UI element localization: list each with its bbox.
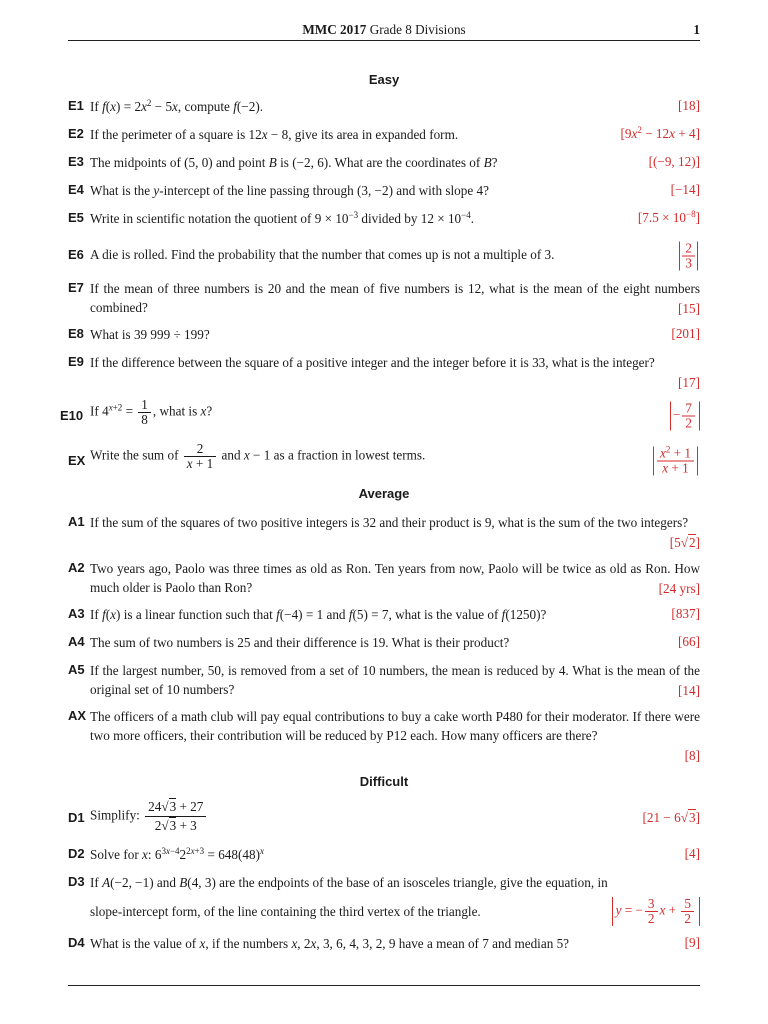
problem-d4: D4 What is the value of x, if the numbers x, 2x, 3, 6, 4, 3, 2, 9 have a mean of 7 and median 5? [9] [68,935,700,954]
section-heading-difficult: Difficult [359,774,409,789]
problem-text: If $f(x) = 2x^2 - 5x$, compute f(−2). [90,98,264,114]
problem-text: Two years ago, Paolo was three times as old as Ron. Ten years from now, Paolo will be twice as old as Ron. How much older is Paolo than Ron? [90,561,700,595]
answer: [−14] [670,182,700,197]
problem-d3: D3 If A(−2, −1) and B(4, 3) are the endpoints of the base of an isosceles triangle, give the equation, in slope-intercept form, of the line containing the third vertex of the triangle. y = − $\frac{3}{2}$ x + $\frac{5}{2}$ [68,874,700,926]
problem-a3: A3 If f(x) is a linear function such that f(−4) = 1 and f(5) = 7, what is the value of f(1250)? [837] [68,606,700,625]
footer-rule [68,985,700,986]
page-header [68,20,700,41]
header-title: MMC 2017 Grade 8 Divisions [302,22,466,37]
problem-text: The sum of two numbers is 25 and their difference is 19. What is their product? [90,635,510,650]
problem-ex: EX Write the sum of $\frac{2}{x + 1}$ and x − 1 as a fraction in lowest terms. $\frac{x^2 + 1}{x + 1}$ [68,442,700,480]
answer: − $\frac{7}{2}$ [670,402,700,431]
answer: [(−9, 12)] [648,154,700,169]
problem-e3: E3 The midpoints of (5, 0) and point B is (−2, 6). What are the coordinates of B? [(−9, 12)] [68,154,700,173]
problem-e2: E2 If the perimeter of a square is 12x − 8, give its area in expanded form. $[9x^2 - 12x + 4]$ [68,126,700,145]
answer: [18] [678,98,700,113]
problem-text: If the mean of three numbers is 20 and the mean of five numbers is 12, what is the mean of the eight numbers combined? [90,281,700,315]
problem-text: If the difference between the square of a positive integer and the integer before it is 33, what is the integer? [90,355,655,370]
problem-ax: AX The officers of a math club will pay equal contributions to buy a cake worth P480 for their moderator. If there were two more officers, their contribution will be reduced by P12 each. How many officers are there? [8] [68,708,700,763]
answer: [14] [678,683,700,698]
problem-d2: D2 Solve for x: $6^{3x-4}2^{2x+3} = 648(48)^x$ [4] [68,846,700,865]
answer: [15] [678,301,700,316]
problem-e5: E5 Write in scientific notation the quotient of $9 \times 10^{-3}$ divided by $12 \times 10^{-4}$. $[7.5 \times 10^{-8}]$ [68,210,700,229]
problem-e10: E10 If $4^{x+2}$ = $\frac{1}{8}$ , what is x? − $\frac{7}{2}$ [68,398,700,434]
problem-e1: E1 If $f(x) = 2x^2 - 5x$, compute f(−2). [18] [68,98,700,117]
problem-a1: A1 If the sum of the squares of two positive integers is 32 and their product is 9, what is the sum of the two integers? [5√2] [68,514,700,550]
answer: [24 yrs] [658,581,700,596]
problem-e4: E4 What is the y-intercept of the line passing through (3, −2) and with slope 4? [−14] [68,182,700,201]
answer: [8] [684,748,700,763]
problem-text: If the perimeter of a square is 12x − 8, give its area in expanded form. [90,127,459,142]
problem-a5: A5 If the largest number, 50, is removed from a set of 10 numbers, the mean is reduced by 4. What is the mean of the original set of 10 numbers? [14] [68,662,700,698]
section-heading-easy: Easy [368,72,400,87]
problem-text: Write in scientific notation the quotient of $9 \times 10^{-3}$ divided by $12 \times 10^{-4}$. [90,210,475,226]
answer: [837] [671,606,700,621]
problem-e8: E8 What is 39 999 ÷ 199? [201] [68,326,700,345]
problem-e6: E6 A die is rolled. Find the probability that the number that comes up is not a multiple of 3. $\frac{2}{3}$ [68,240,700,272]
answer: $[7.5 \times 10^{-8}]$ [637,209,700,225]
answer: $\frac{x^2 + 1}{x + 1}$ [651,447,700,476]
problem-text: If $4^{x+2}$ = $\frac{1}{8}$ , what is x? [90,397,213,427]
problem-a4: A4 The sum of two numbers is 25 and their difference is 19. What is their product? [66] [68,634,700,653]
answer: [5√2] [669,535,700,550]
answer: [9] [684,935,700,950]
problem-text: If the largest number, 50, is removed from a set of 10 numbers, the mean is reduced by 4. What is the mean of the original set of 10 numbers? [90,663,700,697]
answer: [4] [684,846,700,861]
problem-a2: A2 Two years ago, Paolo was three times as old as Ron. Ten years from now, Paolo will be twice as old as Ron. How much older is Paolo than Ron? [24 yrs] [68,560,700,596]
problem-text: If the sum of the squares of two positive integers is 32 and their product is 9, what is the sum of the two integers? [90,515,689,530]
problem-d1: D1 Simplify: $\frac{24√3 + 27}{2√3 + 3}$ [21 − 6√3] [68,799,700,833]
answer: $\frac{2}{3}$ [677,242,700,271]
answer: y = − $\frac{3}{2}$ x + $\frac{5}{2}$ [612,897,700,926]
problem-text: What is the value of x, if the numbers x, 2x, 3, 6, 4, 3, 2, 9 have a mean of 7 and median 5? [90,936,570,951]
answer: [21 − 6√3] [642,810,700,825]
page-number: 1 [693,22,700,37]
problem-text: If f(x) is a linear function such that f(−4) = 1 and f(5) = 7, what is the value of f(1250)? [90,607,547,622]
answer: [17] [678,375,700,390]
problem-text: Simplify: $\frac{24√3 + 27}{2√3 + 3}$ [90,798,700,835]
problem-e9: E9 If the difference between the square of a positive integer and the integer before it is 33, what is the integer? [17] [68,354,700,390]
problem-text: Write the sum of $\frac{2}{x + 1}$ and x − 1 as a fraction in lowest terms. [90,441,426,471]
problem-text: What is 39 999 ÷ 199? [90,327,210,342]
problem-e7: E7 If the mean of three numbers is 20 and the mean of five numbers is 12, what is the mean of the eight numbers combined? [15] [68,280,700,316]
problem-text: If A(−2, −1) and B(4, 3) are the endpoints of the base of an isosceles triangle, give the equation, in slope-intercept form, of the line containing the third vertex of the triangle. [90,875,608,919]
problem-text: The midpoints of (5, 0) and point B is (−2, 6). What are the coordinates of B? [90,155,498,170]
problem-text: What is the y-intercept of the line passing through (3, −2) and with slope 4? [90,183,489,198]
problem-text: A die is rolled. Find the probability that the number that comes up is not a multiple of 3. [90,247,555,262]
problem-text: The officers of a math club will pay equal contributions to buy a cake worth P480 for their moderator. If there were two more officers, their contribution will be reduced by P12 each. How many officers are there? [90,709,700,743]
problem-text: Solve for x: $6^{3x-4}2^{2x+3} = 648(48)^x$ [90,846,264,862]
answer: [201] [671,326,700,341]
answer: [66] [678,634,700,649]
answer: $[9x^2 - 12x + 4]$ [620,125,700,141]
section-heading-average: Average [358,486,410,501]
